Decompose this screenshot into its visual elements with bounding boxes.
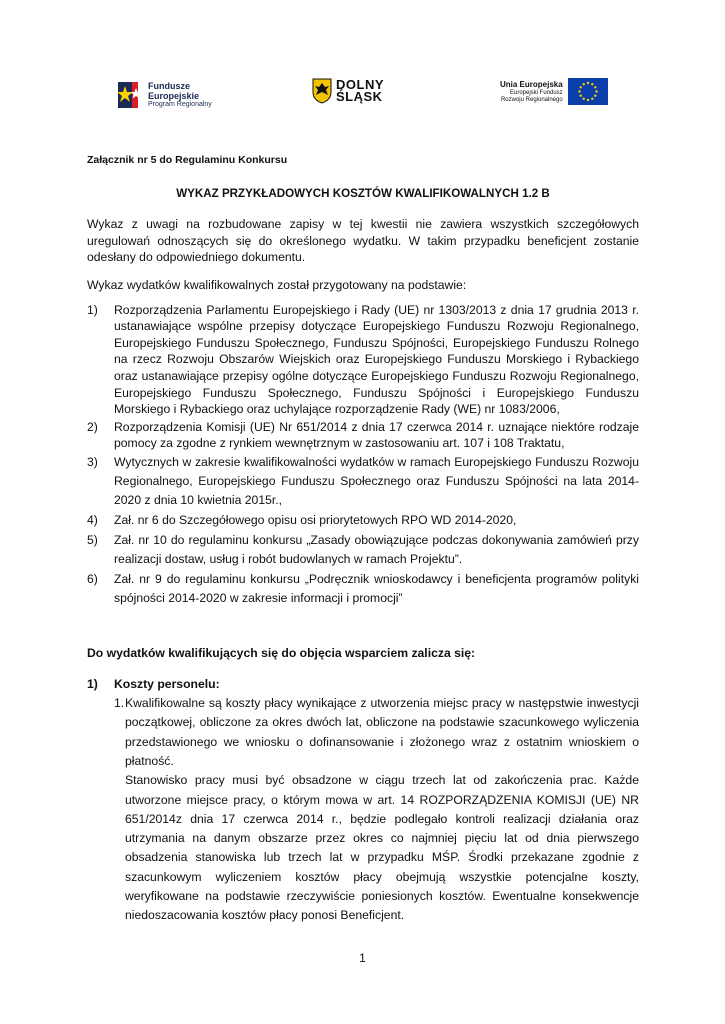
ue-logo-line1: Unia Europejska [500, 79, 563, 89]
page-number: 1 [359, 951, 366, 965]
fundusze-europejskie-logo [118, 78, 212, 112]
ue-logo-line2: Europejski Fundusz [509, 89, 563, 96]
section-number: 1) [87, 676, 98, 691]
eligible-costs-heading: Do wydatków kwalifikujących się do objęcia wsparciem zalicza się: [87, 645, 476, 660]
eu-flag-icon [568, 78, 608, 105]
unia-europejska-logo [500, 78, 608, 105]
list-item: 6) Zał. nr 9 do regulaminu konkursu „Podręcznik wnioskodawcy i beneficjenta programów polityki spójności 2014-2020 w zakresie informacji i promocji” [87, 571, 639, 605]
intro-paragraph: Wykaz z uwagi na rozbudowane zapisy w tej kwestii nie zawiera wszystkich szczegółowych uregulowań odnoszących się do określonego wydatku. W takim przypadku beneficjent zostanie odesłany do odpowiedniego dokumentu. [87, 217, 639, 265]
eagle-crest-icon [312, 78, 332, 104]
section-title: Koszty personelu: [114, 676, 220, 691]
ds-logo-line1: DOLNY [336, 77, 384, 92]
dolny-slask-logo [312, 78, 384, 104]
fe-logo-line2: Europejskie [148, 91, 200, 101]
list-item: 4) Zał. nr 6 do Szczegółowego opisu osi priorytetowych RPO WD 2014-2020, [87, 512, 517, 527]
attachment-label: Załącznik nr 5 do Regulaminu Konkursu [87, 154, 288, 166]
ds-logo-line2: ŚLĄSK [336, 89, 383, 104]
source-list [87, 302, 639, 608]
document-body [87, 152, 639, 926]
fe-logo-line3: Program Regionalny [148, 101, 212, 108]
section-personnel-costs [87, 676, 639, 693]
list-item: 1) Rozporządzenia Parlamentu Europejskiego i Rady (UE) nr 1303/2013 z dnia 17 grudnia 2013 r. ustanawiające wspólne przepisy dotyczące Europejskiego Funduszu Rozwoju Regionalnego, Europejskiego Funduszu Społecznego, Funduszu Spójności, Europejskiego Funduszu Rolnego na rzecz Rozwoju Obszarów Wiejskich oraz Europejskiego Funduszu Morskiego i Rybackiego oraz ustanawiające przepisy ogólne dotyczące Europejskiego Funduszu Rozwoju Regionalnego, Europejskiego Funduszu Społecznego, Funduszu Spójności i Europejskiego Funduszu Morskiego i Rybackiego oraz uchylające rozporządzenie Rady (WE) nr 1083/2006, [87, 302, 639, 417]
list-item: 5) Zał. nr 10 do regulaminu konkursu „Zasady obowiązujące podczas dokonywania zamówień przy realizacji dostaw, usług i robót budowlanych w ramach Projektu”. [87, 532, 639, 566]
item-number: 1. [114, 696, 125, 711]
basis-intro: Wykaz wydatków kwalifikowalnych został przygotowany na podstawie: [87, 277, 467, 292]
logo-bar [0, 78, 725, 122]
item-paragraph-1: Kwalifikowalne są koszty płacy wynikające z utworzenia miejsc pracy w następstwie inwestycji początkowej, obliczone za okres dwóch lat, obliczone na podstawie szacunkowego wyliczenia przedstawionego we wniosku o dofinansowanie i złożonego wraz z ostatnim wnioskiem o płatność. [125, 696, 639, 768]
fe-star-flag-icon [118, 78, 144, 112]
list-item: 3) Wytycznych w zakresie kwalifikowalności wydatków w ramach Europejskiego Funduszu Rozwoju Regionalnego, Europejskiego Funduszu Społecznego oraz Funduszu Spójności na lata 2014-2020 z dnia 10 kwietnia 2015r., [87, 454, 639, 507]
fe-logo-line1: Fundusze [148, 81, 190, 91]
section-item [114, 694, 639, 926]
document-title: WYKAZ PRZYKŁADOWYCH KOSZTÓW KWALIFIKOWALNYCH 1.2 B [176, 186, 550, 200]
item-paragraph-2: Stanowisko pracy musi być obsadzone w ciągu trzech lat od zakończenia prac. Każde utworzone miejsce pracy, o którym mowa w art. 14 ROZPORZĄDZENIA KOMISJI (UE) NR 651/2014z dnia 17 czerwca 2014 r., będzie podlegało kontroli realizacji działania oraz utrzymania na danym obszarze przez okres co najmniej pięciu lat od dnia pierwszego obsadzenia stanowiska lub trzech lat w przypadku MŚP. Środki przekazane zgodnie z szacunkowym wyliczeniem kosztów płacy obejmują wszystkie potencjalne koszty, weryfikowane na podstawie rzeczywiście poniesionych kosztów. Ewentualne konsekwencje niedoszacowania kosztów płacy ponosi Beneficjent. [125, 773, 639, 923]
ue-logo-line3: Rozwoju Regionalnego [500, 96, 563, 103]
list-item: 2) Rozporządzenia Komisji (UE) Nr 651/2014 z dnia 17 czerwca 2014 r. uznające niektóre rodzaje pomocy za zgodne z rynkiem wewnętrznym w zastosowaniu art. 107 i 108 Traktatu, [87, 419, 639, 451]
